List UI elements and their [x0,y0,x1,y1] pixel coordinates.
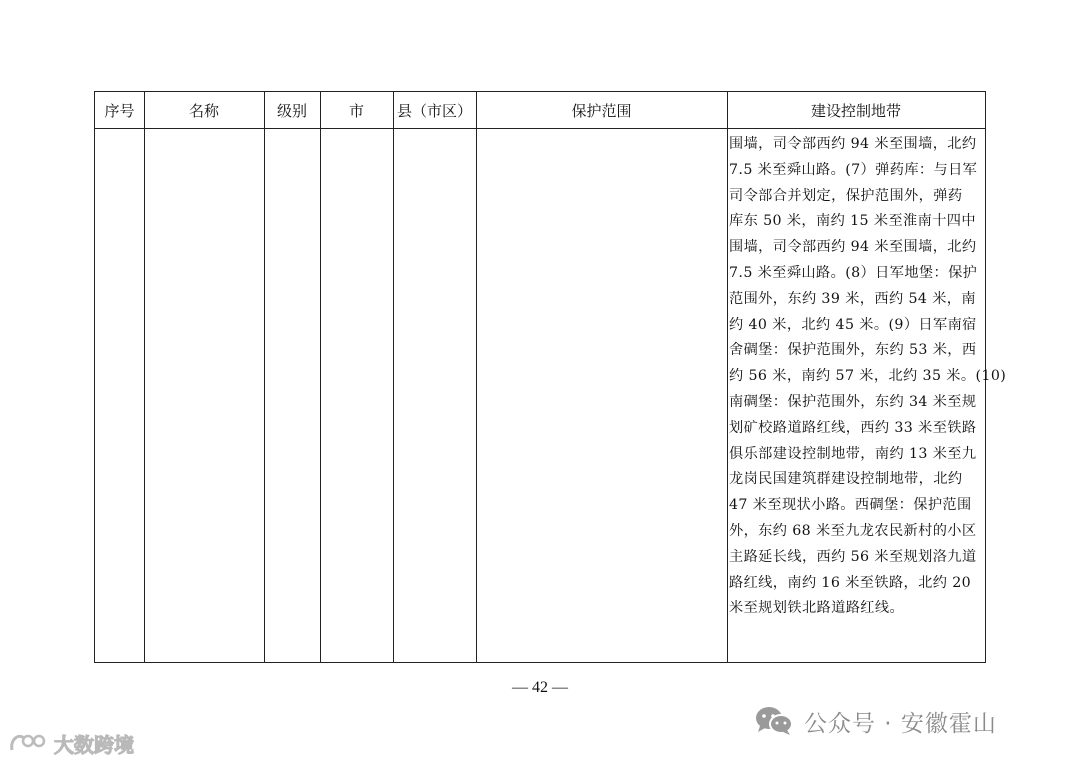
wechat-icon [754,705,794,737]
cell-text-line: 米至规划铁北路道路红线。 [729,600,905,617]
wechat-account-watermark [754,703,997,739]
watermark-account-name: 公众号 · 安徽霍山 [804,710,997,737]
header-level: 级别 [276,102,307,120]
column-divider [727,92,728,662]
header-index: 序号 [104,102,135,120]
cell-text-line: 约 56 米，南约 57 米，北约 35 米。(10) [729,368,1007,385]
column-divider [320,92,321,662]
column-divider [393,92,394,662]
cell-text-line: 司令部合并划定，保护范围外，弹药 [729,187,963,204]
column-divider [264,92,265,662]
cell-text-line: 俱乐部建设控制地带，南约 13 米至九 [729,445,977,462]
cell-text-line: 主路延长线，西约 56 米至规划洛九道 [729,548,977,565]
cell-text-line: 范围外，东约 39 米，西约 54 米，南 [729,290,976,307]
cell-text-line: 舍碉堡：保护范围外，东约 53 米，西 [729,342,977,359]
control-zone-cell [729,132,1007,622]
header-protection-range: 保护范围 [571,102,632,120]
header-county: 县（市区） [396,102,472,120]
cell-text-line: 47 米至现状小路。西碉堡：保护范围 [729,497,972,514]
header-control-zone: 建设控制地带 [810,102,901,120]
page-number: — 42 — [512,679,568,696]
cell-text-line: 7.5 米至舜山路。(8）日军地堡：保护 [729,264,978,281]
cell-text-line: 路红线，南约 16 米至铁路，北约 20 [729,574,972,591]
brand-logo-icon [8,730,50,756]
protection-table [94,91,1007,663]
header-city: 市 [348,102,364,120]
cell-text-line: 围墙，司令部西约 94 米至围墙，北约 [729,239,977,256]
cell-text-line: 围墙，司令部西约 94 米至围墙，北约 [729,136,977,152]
column-divider [476,92,477,662]
cell-text-line: 7.5 米至舜山路。(7）弹药库：与日军 [729,161,978,178]
brand-watermark [8,728,134,758]
column-divider [144,92,145,662]
cell-text-line: 划矿校路道路红线，西约 33 米至铁路 [729,419,977,436]
brand-watermark-text: 大数跨境 [54,732,134,757]
cell-text-line: 约 40 米，北约 45 米。(9）日军南宿 [729,316,977,333]
cell-text-line: 龙岗民国建筑群建设控制地带，北约 [729,471,963,488]
cell-text-line: 库东 50 米，南约 15 米至淮南十四中 [729,213,976,230]
cell-text-line: 南碉堡：保护范围外，东约 34 米至规 [729,393,977,410]
cell-text-line: 外，东约 68 米至九龙农民新村的小区 [729,522,977,539]
header-name: 名称 [188,102,219,120]
